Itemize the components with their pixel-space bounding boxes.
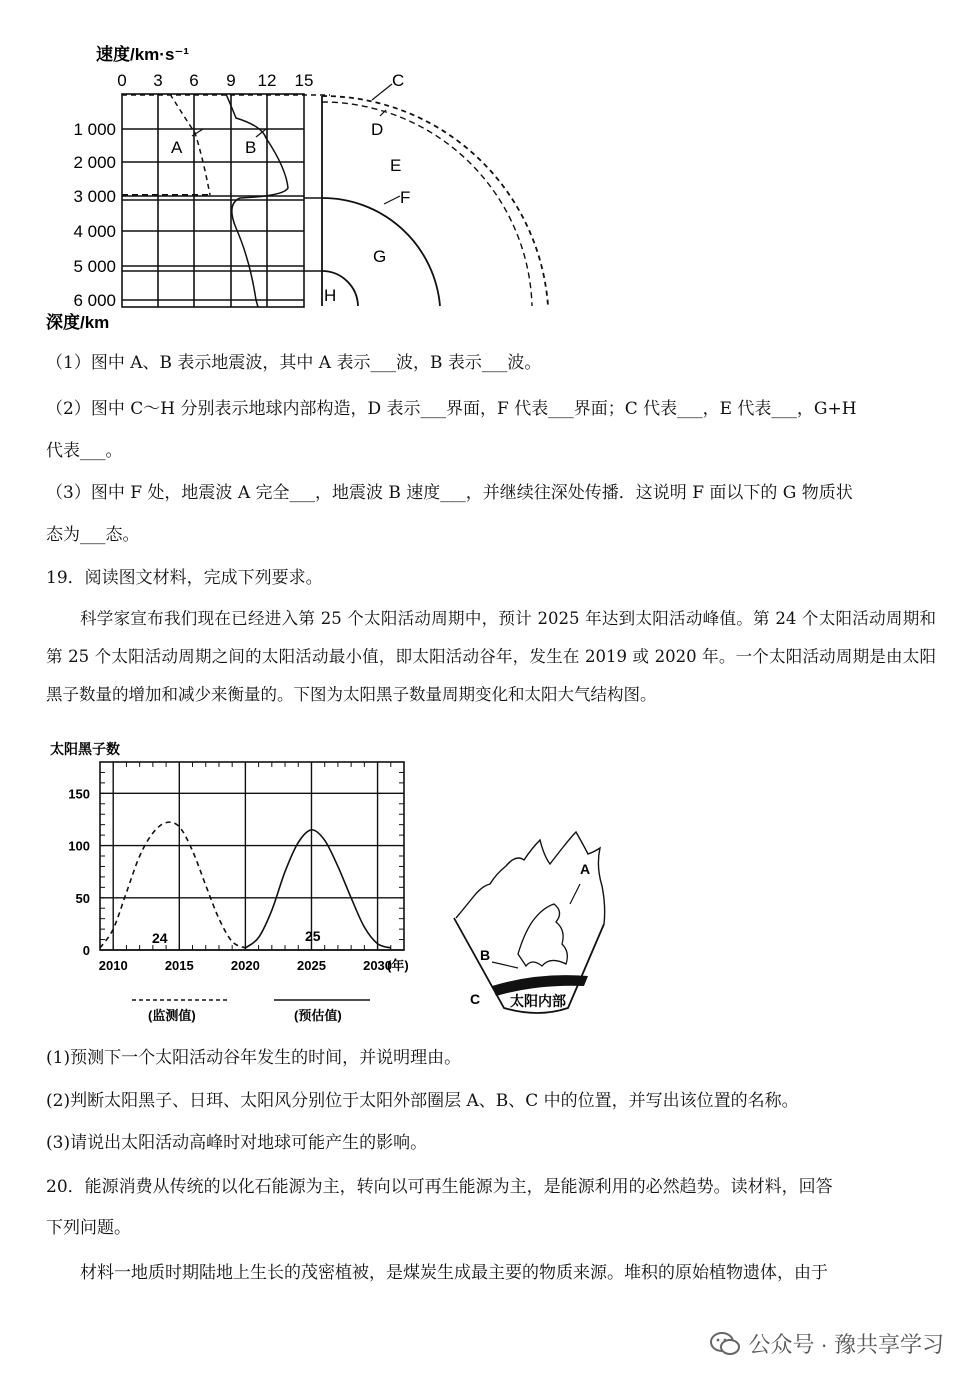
depth-tick-label: 2 000 [73,153,116,172]
q20-material: 材料一地质时期陆地上生长的茂密植被，是煤炭生成最主要的物质来源。堆积的原始植物遗体，由于 [80,1263,828,1283]
x-tick-label: 2010 [98,958,128,973]
x-tick-label: 2030 [363,958,393,973]
legend-observed-label: (监测值) [148,1008,196,1023]
q19-sub1: (1)预测下一个太阳活动谷年发生的时间，并说明理由。 [46,1048,462,1068]
layer-f-label: F [400,188,411,207]
wechat-icon [710,1331,740,1357]
legend-forecast-label: (预估值) [294,1008,342,1023]
depth-tick-label: 4 000 [73,222,116,241]
layer-e-label: E [390,156,402,175]
speed-tick-label: 9 [226,71,236,90]
layer-h-label: H [324,286,337,305]
q18-part2-line2: 代表___。 [46,441,123,461]
corona-outline [456,832,605,924]
y-tick-label: 150 [68,786,90,802]
q19-title: 19．阅读图文材料，完成下列要求。 [46,568,323,588]
structure-label-c: C [470,991,481,1007]
series-observed-line [100,822,245,948]
sunspot-chart [44,738,424,1028]
q18-part1: （1）图中 A、B 表示地震波，其中 A 表示___波，B 表示___波。 [46,353,542,373]
moho-boundary [322,102,532,306]
x-tick-label: 2015 [164,958,194,973]
q18-part2-line1: （2）图中 C～H 分别表示地球内部构造，D 表示___界面，F 代表___界面；C 代表___，E 代表___，G+H [46,399,857,419]
speed-tick-label: 3 [153,71,163,90]
q20-title: 20．能源消费从传统的以化石能源为主，转向以可再生能源为主，是能源利用的必然趋势。读材料，回答 [46,1177,833,1197]
cycle-24-label: 24 [152,930,168,946]
wave-b-label: B [245,138,257,157]
x-tick-label: 2025 [297,958,326,973]
depth-tick-label: 5 000 [73,257,116,276]
layer-d-label: D [371,120,384,139]
sun-interior-label: 太阳内部 [510,993,566,1009]
prominence-shape [518,904,567,966]
depth-axis-title: 深度/km [46,313,110,332]
watermark-text: 公众号 · 豫共享学习 [748,1332,944,1357]
speed-tick-label: 6 [189,71,199,90]
y-tick-label: 0 [82,943,90,958]
depth-tick-label: 6 000 [73,291,116,310]
cycle-25-label: 25 [305,928,321,944]
q19-paragraph: 科学家宣布我们现在已经进入第 25 个太阳活动周期中，预计 2025 年达到太阳活动峰值。第 24 个太阳活动周期和第 25 个太阳活动周期之间的太阳活动最小值，即太阳活动谷年，发生在 2019 或 2020 年。一个太阳活动周期是由太阳黑子数量的增加和减少来衡量的。下图为太阳黑子数量周期变化和太阳大气结构图。 [46,609,936,704]
speed-tick-label: 12 [257,71,277,90]
q18-part3-line2: 态为___态。 [46,525,140,545]
watermark [710,1328,944,1359]
speed-tick-label: 0 [117,71,127,90]
depth-tick-label: 1 000 [73,120,116,139]
depth-tick-labels [73,120,116,310]
y-tick-label: 50 [75,890,90,906]
x-axis-unit: (年) [387,958,409,973]
crust-outer-boundary [322,96,548,306]
y-tick-label: 100 [68,838,90,854]
sun-atmosphere-diagram [446,826,626,1026]
chart-title: 太阳黑子数 [50,741,120,757]
structure-label-a: A [580,861,591,877]
layer-g-label: G [373,247,387,266]
q19-sub3: (3)请说出太阳活动高峰时对地球可能产生的影响。 [46,1133,428,1153]
x-tick-label: 2020 [230,958,260,973]
speed-tick-labels [117,71,313,90]
plot-frame [100,762,404,950]
q18-part3-line1: （3）图中 F 处，地震波 A 完全___，地震波 B 速度___，并继续往深处传播．这说明 F 面以下的 G 物质状 [46,483,853,503]
structure-label-b: B [480,947,491,963]
speed-tick-label: 15 [294,71,314,90]
q19-sub2: (2)判断太阳黑子、日珥、太阳风分别位于太阳外部圈层 A、B、C 中的位置，并写出该位置的名称。 [46,1091,799,1111]
layer-c-label: C [392,71,405,90]
speed-axis-title: 速度/km·s⁻¹ [96,45,190,64]
seismic-figure [40,38,570,338]
wave-a-label: A [171,138,183,157]
depth-tick-label: 3 000 [73,187,116,206]
q20-title-cont: 下列问题。 [46,1218,131,1238]
